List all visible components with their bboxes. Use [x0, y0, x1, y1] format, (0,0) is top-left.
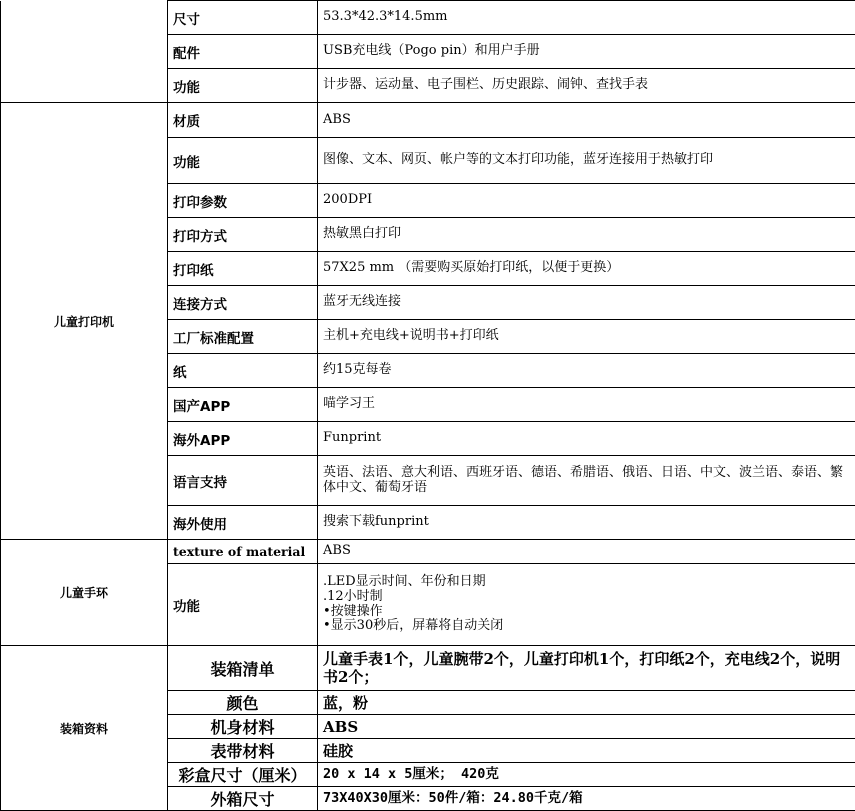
- row-value: 主机+充电线+说明书+打印纸: [318, 320, 855, 354]
- printer-group-cell: 儿童打印机: [1, 103, 168, 540]
- row-label: 尺寸: [168, 1, 318, 35]
- row-value: 计步器、运动量、电子围栏、历史跟踪、闹钟、查找手表: [318, 69, 855, 103]
- row-label: 机身材料: [168, 715, 318, 739]
- row-label: 打印参数: [168, 184, 318, 218]
- row-value: 儿童手表1个，儿童腕带2个，儿童打印机1个，打印纸2个，充电线2个，说明书2个；: [318, 646, 855, 691]
- row-label: 装箱清单: [168, 646, 318, 691]
- row-label: 表带材料: [168, 739, 318, 763]
- packing-group-cell: 装箱资料: [1, 646, 168, 811]
- row-label: 材质: [168, 103, 318, 138]
- row-label: 配件: [168, 35, 318, 69]
- table-row: [1, 1, 855, 35]
- row-value: 图像、文本、网页、帐户等的文本打印功能，蓝牙连接用于热敏打印: [318, 138, 855, 184]
- row-value: 57X25 mm （需要购买原始打印纸，以便于更换）: [318, 252, 855, 286]
- row-value: ABS: [318, 103, 855, 138]
- watch-group-cell: [1, 1, 168, 103]
- table-row: [1, 540, 855, 564]
- row-label: 海外使用: [168, 506, 318, 540]
- row-value: ABS: [318, 715, 855, 739]
- table-row: [1, 103, 855, 138]
- band-function-value: [318, 564, 855, 646]
- row-label: 功能: [168, 564, 318, 646]
- row-value: 热敏黑白打印: [318, 218, 855, 252]
- row-value: ABS: [318, 540, 855, 564]
- function-line: •按键操作: [323, 605, 850, 620]
- row-label: 外箱尺寸: [168, 787, 318, 811]
- row-label: 工厂标准配置: [168, 320, 318, 354]
- row-value: 喵学习王: [318, 388, 855, 422]
- function-line: .LED显示时间、年份和日期: [323, 575, 850, 590]
- row-value: 73X40X30厘米：50件/箱：24.80千克/箱: [318, 787, 855, 811]
- row-label: 颜色: [168, 691, 318, 715]
- row-label: 打印纸: [168, 252, 318, 286]
- row-label: 连接方式: [168, 286, 318, 320]
- function-line: .12小时制: [323, 590, 850, 605]
- row-label: 纸: [168, 354, 318, 388]
- function-line: •显示30秒后，屏幕将自动关闭: [323, 619, 850, 634]
- band-group-cell: 儿童手环: [1, 540, 168, 646]
- row-value: 搜索下载funprint: [318, 506, 855, 540]
- row-label: 彩盒尺寸（厘米）: [168, 763, 318, 787]
- row-value: Funprint: [318, 422, 855, 456]
- row-value: 蓝牙无线连接: [318, 286, 855, 320]
- row-value: 硅胶: [318, 739, 855, 763]
- row-label: 打印方式: [168, 218, 318, 252]
- row-value: 20 x 14 x 5厘米； 420克: [318, 763, 855, 787]
- row-label: 国产APP: [168, 388, 318, 422]
- row-label: 语言支持: [168, 456, 318, 506]
- row-label: 功能: [168, 69, 318, 103]
- row-value: 蓝，粉: [318, 691, 855, 715]
- row-label: texture of material: [168, 540, 318, 564]
- row-label: 海外APP: [168, 422, 318, 456]
- row-value: 200DPI: [318, 184, 855, 218]
- row-value: 英语、法语、意大利语、西班牙语、德语、希腊语、俄语、日语、中文、波兰语、泰语、繁体中文、葡萄牙语: [318, 456, 855, 506]
- row-label: 功能: [168, 138, 318, 184]
- row-value: 约15克每卷: [318, 354, 855, 388]
- row-value: 53.3*42.3*14.5mm: [318, 1, 855, 35]
- row-value: USB充电线（Pogo pin）和用户手册: [318, 35, 855, 69]
- table-row: [1, 646, 855, 691]
